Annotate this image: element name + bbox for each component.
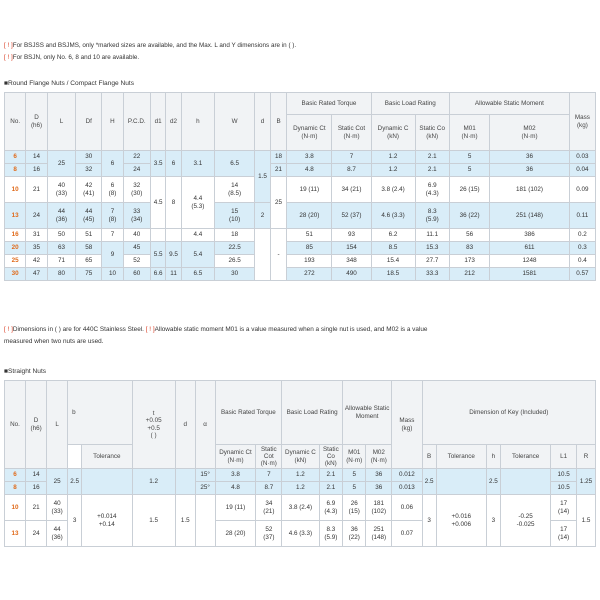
- table-cell: 93: [332, 229, 371, 242]
- table-row: [5, 255, 596, 268]
- table-cell: 3.8 (2.4): [371, 177, 415, 203]
- table-cell: 154: [332, 242, 371, 255]
- col-sta-co: Static Co (kN): [415, 115, 449, 151]
- table-cell: 25: [47, 469, 68, 495]
- table-cell: 26 (15): [449, 177, 489, 203]
- warning-mark: [ ! ]: [4, 326, 13, 333]
- table-cell: 63: [47, 242, 75, 255]
- table-cell: 6.5: [181, 268, 214, 281]
- table-cell: 5.4: [181, 242, 214, 268]
- table-cell: 2.5: [68, 469, 82, 495]
- table-cell: 10: [102, 268, 123, 281]
- table-cell: 0.012: [392, 469, 422, 482]
- table-cell: 3.8 (2.4): [282, 495, 319, 521]
- size-number: 20: [5, 242, 26, 255]
- table-cell: 8.3 (5.9): [415, 203, 449, 229]
- table-cell: 24: [26, 203, 47, 229]
- table-cell: 42 (41): [76, 177, 102, 203]
- table-cell: 2.1: [415, 164, 449, 177]
- table-cell: 50: [47, 229, 75, 242]
- table-cell: 5: [449, 164, 489, 177]
- table-cell: 2.1: [415, 151, 449, 164]
- col-m02: M02 (N·m): [366, 445, 392, 469]
- table-row: [5, 164, 596, 177]
- table-cell: 21: [26, 177, 47, 203]
- col-pcd: P.C.D.: [123, 93, 150, 151]
- table-cell: 1.5: [175, 495, 195, 547]
- col-l: L: [47, 381, 68, 469]
- table-cell: 18: [270, 151, 287, 164]
- table-cell: 3: [422, 495, 436, 547]
- table-cell: 4.6 (3.3): [371, 203, 415, 229]
- table-cell: 6 (8): [102, 177, 123, 203]
- table-cell: 181 (102): [366, 495, 392, 521]
- col-load: Basic Load Rating: [282, 381, 343, 445]
- round-table-body: [5, 151, 596, 281]
- col-no: No.: [5, 93, 26, 151]
- table-cell: 6: [102, 151, 123, 177]
- size-number: 13: [5, 521, 26, 547]
- table-cell: 348: [332, 255, 371, 268]
- table-cell: 11.1: [415, 229, 449, 242]
- size-number: 13: [5, 203, 26, 229]
- table-cell: 51: [287, 229, 332, 242]
- straight-section-title: ■Straight Nuts: [4, 368, 47, 375]
- table-cell: 8.7: [332, 164, 371, 177]
- table-cell: 24: [123, 164, 150, 177]
- table-cell: [175, 469, 195, 495]
- table-cell: 52 (37): [332, 203, 371, 229]
- table-cell: 5: [343, 469, 366, 482]
- table-cell: 31: [26, 229, 47, 242]
- table-cell: 1.25: [576, 469, 595, 495]
- table-cell: 17 (14): [551, 495, 577, 521]
- table-cell: 1.2: [132, 469, 175, 495]
- table-cell: 0.03: [569, 151, 595, 164]
- table-cell: 21: [270, 164, 287, 177]
- table-cell: 272: [287, 268, 332, 281]
- table-cell: 83: [449, 242, 489, 255]
- col-key-h-tol: Tolerance: [500, 445, 550, 469]
- table-cell: 4.4: [181, 229, 214, 242]
- table-cell: 2.5: [486, 469, 500, 495]
- table-cell: 251 (148): [366, 521, 392, 547]
- table-cell: 42: [26, 255, 47, 268]
- table-cell: [166, 229, 181, 242]
- table-cell: +0.014 +0.14: [82, 495, 132, 547]
- table-cell: 32: [76, 164, 102, 177]
- table-cell: 36: [490, 151, 570, 164]
- table-cell: 1248: [490, 255, 570, 268]
- size-number: 25: [5, 255, 26, 268]
- col-mass: Mass (kg): [569, 93, 595, 151]
- table-cell: 1.2: [282, 469, 319, 482]
- table-cell: 8: [166, 177, 181, 229]
- col-b: b: [68, 381, 132, 445]
- warning-mark: [ ! ]: [145, 326, 155, 333]
- table-cell: 1.5: [255, 151, 270, 203]
- size-number: 8: [5, 482, 26, 495]
- col-w: W: [214, 93, 254, 151]
- table-cell: 3: [486, 495, 500, 547]
- table-cell: 173: [449, 255, 489, 268]
- col-moment: Allowable Static Moment: [343, 381, 392, 445]
- col-moment: Allowable Static Moment: [449, 93, 569, 115]
- table-cell: 0.04: [569, 164, 595, 177]
- table-cell: 25: [270, 177, 287, 229]
- table-cell: -: [270, 229, 287, 281]
- table-cell: 6: [166, 151, 181, 177]
- size-number: 30: [5, 268, 26, 281]
- table-cell: 65: [76, 255, 102, 268]
- table-cell: 251 (148): [490, 203, 570, 229]
- table-cell: 3.8: [215, 469, 256, 482]
- table-cell: [82, 469, 132, 495]
- table-cell: 490: [332, 268, 371, 281]
- table-cell: 181 (102): [490, 177, 570, 203]
- table-cell: 28 (20): [287, 203, 332, 229]
- table-cell: 10.5: [551, 469, 577, 482]
- table-row: [5, 268, 596, 281]
- size-number: 16: [5, 229, 26, 242]
- table-cell: 45: [123, 242, 150, 255]
- note-2: [4, 54, 139, 61]
- table-cell: 1.2: [282, 482, 319, 495]
- col-d2: d2: [166, 93, 181, 151]
- col-l: L: [47, 93, 75, 151]
- table-cell: 58: [76, 242, 102, 255]
- table-cell: 10.5: [551, 482, 577, 495]
- table-cell: 193: [287, 255, 332, 268]
- table-cell: 3.8: [287, 151, 332, 164]
- table-cell: 26 (15): [343, 495, 366, 521]
- table-cell: 36: [366, 482, 392, 495]
- table-cell: 25: [47, 151, 75, 177]
- table-cell: 2: [255, 203, 270, 229]
- table-cell: 80: [47, 268, 75, 281]
- table-cell: [195, 495, 215, 547]
- table-cell: 75: [76, 268, 102, 281]
- round-footnote-cont: measured when two nuts are used.: [4, 338, 104, 345]
- size-number: 10: [5, 177, 26, 203]
- col-mass: Mass (kg): [392, 381, 422, 469]
- table-cell: 0.09: [569, 177, 595, 203]
- table-cell: 1.2: [371, 164, 415, 177]
- table-cell: 2.5: [422, 469, 436, 495]
- table-cell: 44 (36): [47, 203, 75, 229]
- table-cell: 11: [166, 268, 181, 281]
- table-cell: 36: [490, 164, 570, 177]
- table-cell: 30: [214, 268, 254, 281]
- col-df: Df: [76, 93, 102, 151]
- table-cell: 4.4 (5.3): [181, 177, 214, 229]
- table-row: [5, 203, 596, 229]
- table-cell: 0.07: [392, 521, 422, 547]
- table-cell: 6.2: [371, 229, 415, 242]
- table-cell: 0.57: [569, 268, 595, 281]
- table-cell: 44 (36): [47, 521, 68, 547]
- round-section-title: ■Round Flange Nuts / Compact Flange Nuts: [4, 80, 135, 87]
- col-d1: d1: [150, 93, 165, 151]
- table-cell: 9: [102, 242, 123, 268]
- table-cell: [500, 469, 550, 495]
- straight-table-body: [5, 469, 596, 547]
- table-cell: 30: [76, 151, 102, 164]
- col-dyn-c: Dynamic C (kN): [371, 115, 415, 151]
- table-cell: 32 (30): [123, 177, 150, 203]
- table-cell: 40 (33): [47, 177, 75, 203]
- table-cell: 3.5: [150, 151, 165, 177]
- table-cell: [255, 229, 270, 281]
- table-cell: 19 (11): [215, 495, 256, 521]
- table-cell: 7: [256, 469, 282, 482]
- table-cell: 15.3: [415, 242, 449, 255]
- col-key-b-tol: Tolerance: [436, 445, 486, 469]
- table-cell: 0.06: [392, 495, 422, 521]
- table-cell: 40: [123, 229, 150, 242]
- col-key-l1: L1: [551, 445, 577, 469]
- col-key: Dimension of Key (Included): [422, 381, 595, 445]
- table-cell: 4.5: [150, 177, 165, 229]
- col-h: H: [102, 93, 123, 151]
- table-cell: 15.4: [371, 255, 415, 268]
- table-cell: 40 (33): [47, 495, 68, 521]
- table-cell: 14: [26, 151, 47, 164]
- table-cell: 1.5: [576, 495, 595, 547]
- table-cell: 22.5: [214, 242, 254, 255]
- table-cell: 0.4: [569, 255, 595, 268]
- table-cell: 26.5: [214, 255, 254, 268]
- table-row: [5, 177, 596, 203]
- table-cell: 21: [26, 495, 47, 521]
- table-cell: 71: [47, 255, 75, 268]
- size-number: 6: [5, 151, 26, 164]
- note-1-text: For BSJSS and BSJMS, only *marked sizes are available, and the Max. L and Y dimensions are in ( ).: [12, 42, 297, 49]
- warning-mark: [ ! ]: [4, 54, 13, 61]
- table-cell: 34 (21): [332, 177, 371, 203]
- table-cell: 60: [123, 268, 150, 281]
- table-cell: 1.5: [132, 495, 175, 547]
- table-cell: 9.5: [166, 242, 181, 268]
- table-cell: 4.8: [215, 482, 256, 495]
- table-cell: 0.3: [569, 242, 595, 255]
- table-cell: 0.013: [392, 482, 422, 495]
- table-cell: 16: [26, 164, 47, 177]
- col-key-b: B: [422, 445, 436, 469]
- col-m01: M01 (N·m): [343, 445, 366, 469]
- table-cell: 386: [490, 229, 570, 242]
- table-cell: 3: [68, 495, 82, 547]
- size-number: 8: [5, 164, 26, 177]
- col-dd: d: [175, 381, 195, 469]
- table-cell: 52: [123, 255, 150, 268]
- straight-nuts-table: [4, 380, 596, 547]
- table-cell: +0.016 +0.006: [436, 495, 486, 547]
- table-cell: 6.9 (4.3): [415, 177, 449, 203]
- footnote-text: Dimensions in ( ) are for 440C Stainless Steel.: [12, 326, 144, 333]
- table-cell: 24: [26, 521, 47, 547]
- col-d: D (h6): [26, 381, 47, 469]
- table-cell: 18.5: [371, 268, 415, 281]
- table-cell: 3.1: [181, 151, 214, 177]
- table-cell: 2.1: [319, 482, 342, 495]
- table-cell: [436, 469, 486, 495]
- table-cell: 36 (22): [343, 521, 366, 547]
- col-dyn-c: Dynamic C (kN): [282, 445, 319, 469]
- table-cell: 19 (11): [287, 177, 332, 203]
- col-dd: d: [255, 93, 270, 151]
- round-footnote: [4, 326, 427, 333]
- table-cell: 22: [123, 151, 150, 164]
- col-sta-cot: Static Cot (N·m): [256, 445, 282, 469]
- table-cell: 25°: [195, 482, 215, 495]
- table-cell: 56: [449, 229, 489, 242]
- size-number: 10: [5, 495, 26, 521]
- table-cell: 5.5: [150, 242, 165, 268]
- table-cell: 47: [26, 268, 47, 281]
- col-no: No.: [5, 381, 26, 469]
- warning-mark: [ ! ]: [4, 42, 13, 49]
- table-cell: 85: [287, 242, 332, 255]
- table-cell: 36: [366, 469, 392, 482]
- table-cell: 7 (8): [102, 203, 123, 229]
- table-cell: 7: [102, 229, 123, 242]
- col-m01: M01 (N·m): [449, 115, 489, 151]
- table-cell: 6.5: [214, 151, 254, 177]
- col-b-tolerance: Tolerance: [82, 445, 132, 469]
- col-torque: Basic Rated Torque: [287, 93, 371, 115]
- table-cell: 5: [449, 151, 489, 164]
- col-d: D (h6): [26, 93, 47, 151]
- table-cell: 27.7: [415, 255, 449, 268]
- table-cell: 44 (45): [76, 203, 102, 229]
- table-cell: 33 (34): [123, 203, 150, 229]
- table-cell: 6.6: [150, 268, 165, 281]
- col-key-h: h: [486, 445, 500, 469]
- table-cell: 8.5: [371, 242, 415, 255]
- table-cell: 8.7: [256, 482, 282, 495]
- col-dyn-ct: Dynamic Ct (N·m): [287, 115, 332, 151]
- col-hh: h: [181, 93, 214, 151]
- table-cell: -0.25 -0.025: [500, 495, 550, 547]
- table-cell: 4.6 (3.3): [282, 521, 319, 547]
- table-row: [5, 495, 596, 521]
- table-cell: 1581: [490, 268, 570, 281]
- col-b: B: [270, 93, 287, 151]
- note-2-text: For BSJN, only No. 6, 8 and 10 are available.: [12, 54, 140, 61]
- col-key-r: R: [576, 445, 595, 469]
- table-cell: 611: [490, 242, 570, 255]
- footnote-text-2: Allowable static moment M01 is a value measured when a single nut is used, and M02 is a value: [154, 326, 428, 333]
- table-cell: 18: [214, 229, 254, 242]
- col-t: t +0.05 +0.5 ( ): [132, 381, 175, 469]
- table-row: [5, 151, 596, 164]
- table-cell: 16: [26, 482, 47, 495]
- col-load: Basic Load Rating: [371, 93, 449, 115]
- table-cell: 15 (10): [214, 203, 254, 229]
- table-cell: 15°: [195, 469, 215, 482]
- table-cell: 33.3: [415, 268, 449, 281]
- size-number: 6: [5, 469, 26, 482]
- table-cell: 14: [26, 469, 47, 482]
- table-cell: 36 (22): [449, 203, 489, 229]
- col-sta-cot: Static Cot (N·m): [332, 115, 371, 151]
- note-1: [4, 42, 296, 49]
- table-cell: 17 (14): [551, 521, 577, 547]
- table-row: [5, 469, 596, 482]
- col-sta-co: Static Co (kN): [319, 445, 342, 469]
- col-dyn-ct: Dynamic Ct (N·m): [215, 445, 256, 469]
- table-cell: 212: [449, 268, 489, 281]
- table-cell: 35: [26, 242, 47, 255]
- table-cell: 34 (21): [256, 495, 282, 521]
- table-cell: 1.2: [371, 151, 415, 164]
- table-cell: 5: [343, 482, 366, 495]
- col-m02: M02 (N·m): [490, 115, 570, 151]
- table-cell: 2.1: [319, 469, 342, 482]
- col-torque: Basic Rated Torque: [215, 381, 282, 445]
- table-cell: 6.9 (4.3): [319, 495, 342, 521]
- table-cell: 7: [332, 151, 371, 164]
- table-cell: 0.11: [569, 203, 595, 229]
- table-row: [5, 229, 596, 242]
- table-row: [5, 242, 596, 255]
- table-cell: 0.2: [569, 229, 595, 242]
- round-flange-table: [4, 92, 596, 281]
- table-cell: 51: [76, 229, 102, 242]
- table-cell: 8.3 (5.9): [319, 521, 342, 547]
- col-alpha: α: [195, 381, 215, 469]
- table-cell: 14 (8.5): [214, 177, 254, 203]
- table-cell: 52 (37): [256, 521, 282, 547]
- table-cell: 4.8: [287, 164, 332, 177]
- table-cell: [150, 229, 165, 242]
- table-cell: 28 (20): [215, 521, 256, 547]
